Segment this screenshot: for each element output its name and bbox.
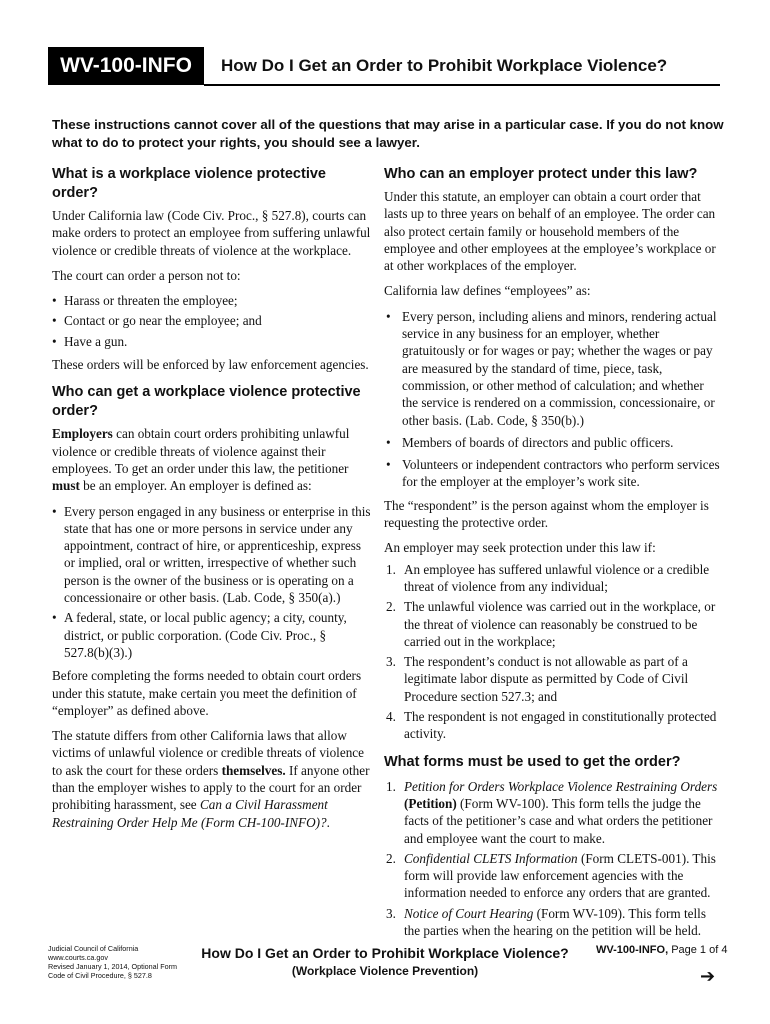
list-item-text: A federal, state, or local public agency; a city, county, district, or public corporation. (Code Civ. Proc., § 527.8(b)(3).) [64,610,347,660]
paragraph: California law defines “employees” as: [384,283,591,299]
footer-form-ref: WV-100-INFO, [596,944,669,956]
section-heading: What forms must be used to get the order? [384,753,681,770]
list-item-text: Every person, including aliens and minors, rendering actual service in any business for an employer, whether gratuitously or for wages or pay; whether the wages or pay are measured by the standard of time, piece, task, commission, or other method of calculation; and whether the service is rendered on a commission, concessionaire, or other basis. (Lab. Code, § 350(b).) [402,308,717,428]
section-who-protected [384,165,722,743]
list-item [52,312,372,329]
list-item [384,456,722,491]
list-item [384,308,722,429]
list-item-text: (Form WV-100). This form tells the judge the facts of the petitioner’s case and what orders the petitioner and employee want the court to make. [404,795,713,846]
footer-org: Judicial Council of California [48,944,139,953]
form-id: WV-100-INFO [60,54,192,77]
list-item [384,905,722,940]
text-run: be an employer. An employer is defined as: [79,478,312,494]
paragraph: Under this statute, an employer can obtain a court order that lasts up to three years on behalf of an employee. The order can also protect certain family or household members of the employee and other employees at the employee’s workplace or at other workplaces of the employer. [384,189,716,274]
section-heading: Who can get a workplace violence protective order? [52,384,361,420]
footer-code: Code of Civil Procedure, § 527.8 [48,971,152,980]
list-item [384,708,722,743]
paragraph: An employer may seek protection under this law if: [384,540,656,556]
list-number: 2. [386,850,396,866]
bullet-list [52,503,372,662]
header-rule [204,84,720,86]
list-item [384,778,722,847]
bullet-list [52,292,372,350]
bullet-icon: • [52,313,57,329]
list-item [52,609,372,661]
list-item-text: The respondent is not engaged in constitutionally protected activity. [404,709,717,742]
list-item-text: Members of boards of directors and public officers. [402,434,674,450]
footer-publisher [48,944,177,980]
list-number: 3. [386,905,396,921]
bold-term: must [52,478,80,494]
list-item-text: Every person engaged in any business or enterprise in this state that has one or more persons in service under any appointment, contract of hire, or apprenticeship, express or implied, oral or written, irrespective of whether such person is the owner of the business or is operating on a concessionaire or other basis. (Lab. Code, § 350(a).) [64,503,371,606]
text-run: If anyone other than the employer wishes to apply to the court for an order prohibiting harassment, see [52,762,370,813]
text-run: . [326,814,330,830]
bullet-icon: • [52,503,57,519]
bold-term: themselves. [221,762,286,778]
form-name: Confidential CLETS Information [404,850,578,866]
list-number: 3. [386,654,396,670]
bullet-icon: • [386,434,391,450]
bullet-icon: • [52,610,57,626]
bullet-icon: • [52,333,57,349]
section-forms [384,753,722,940]
list-number: 1. [386,561,396,577]
footer-subtitle: (Workplace Violence Prevention) [291,964,479,978]
footer-revised: Revised January 1, 2014, Optional Form [48,962,178,971]
paragraph [52,727,372,831]
section-heading: Who can an employer protect under this law? [384,166,698,182]
form-name: Notice of Court Hearing [404,905,534,921]
text-run: The statute differs from other California laws that allow victims of unlawful violence or credible threats of violence to ask the court for these orders [52,728,364,778]
list-item [384,598,722,650]
list-item-text: Volunteers or independent contractors who perform services for the employer at the employer’s work site. [402,457,720,490]
paragraph: These orders will be enforced by law enforcement agencies. [52,357,369,373]
list-item-text: An employee has suffered unlawful violence or a credible threat of violence from any individual; [404,561,710,594]
paragraph [52,425,372,494]
bullet-icon: • [386,457,391,473]
numbered-list [384,778,722,940]
left-column [52,165,372,841]
list-number: 4. [386,709,396,725]
bold-term: (Petition) [404,795,457,811]
list-item [384,653,722,705]
list-item [52,333,372,350]
bullet-list [384,308,722,491]
numbered-list [384,561,722,743]
bullet-icon: • [386,308,391,324]
footer-page-info [596,944,727,956]
list-item-text: (Form CLETS-001). This form will provide law enforcement agencies with the information needed to enforce any orders that are granted. [404,850,716,901]
bullet-icon: • [52,293,57,309]
list-item-text: The unlawful violence was carried out in the workplace, or the threat of violence can reasonably be construed to be carried out in the workplace; [404,599,716,649]
footer-url[interactable]: www.courts.ca.gov [48,953,108,962]
section-what-is-order [52,165,372,373]
list-item-text: The respondent’s conduct is not allowable as part of a legitimate labor dispute as permitted by Code of Civil Procedure section 527.3; and [404,654,689,704]
section-heading: What is a workplace violence protective order? [52,166,326,201]
list-item [52,503,372,607]
paragraph: Under California law (Code Civ. Proc., § 527.8), courts can make orders to protect an employee from suffering unlawful violence or credible threats of violence at the workplace. [52,208,371,258]
form-id-box [48,47,204,85]
paragraph: Before completing the forms needed to obtain court orders under this statute, make certain you meet the definition of “employer” as defined above. [52,668,362,718]
list-number: 2. [386,599,396,615]
document-title: How Do I Get an Order to Prohibit Workplace Violence? [221,56,668,75]
intro-notice: These instructions cannot cover all of the questions that may arise in a particular case. If you do not know what to do to protect your rights, you should see a lawyer. [52,117,724,150]
list-item [384,561,722,596]
list-item [384,850,722,902]
next-page-arrow-icon[interactable]: ➔ [700,966,716,986]
form-reference: Can a Civil Harassment Restraining Order Help Me (Form CH-100-INFO)? [52,797,328,830]
footer-title-block [176,944,594,979]
bold-term: Employers [52,426,113,442]
form-name: Petition for Orders Workplace Violence Restraining Orders [404,778,718,794]
list-item [384,434,722,451]
footer-title: How Do I Get an Order to Prohibit Workplace Violence? [201,945,569,961]
right-column [384,165,722,949]
list-item [52,292,372,309]
list-item-text: Contact or go near the employee; and [64,313,262,329]
page-number: Page 1 of 4 [671,944,728,956]
paragraph: The “respondent” is the person against whom the employer is requesting the protective order. [384,497,709,531]
list-item-text: Harass or threaten the employee; [64,293,238,309]
text-run: can obtain court orders prohibiting unlawful violence or credible threats of violence against their employees. To get an order under this law, the petitioner [52,426,350,476]
paragraph: The court can order a person not to: [52,267,241,283]
list-number: 1. [386,778,396,794]
list-item-text: (Form WV-109). This form tells the parties when the hearing on the petition will be held. [404,905,706,938]
section-who-can-get [52,383,372,831]
list-item-text: Have a gun. [64,333,128,349]
